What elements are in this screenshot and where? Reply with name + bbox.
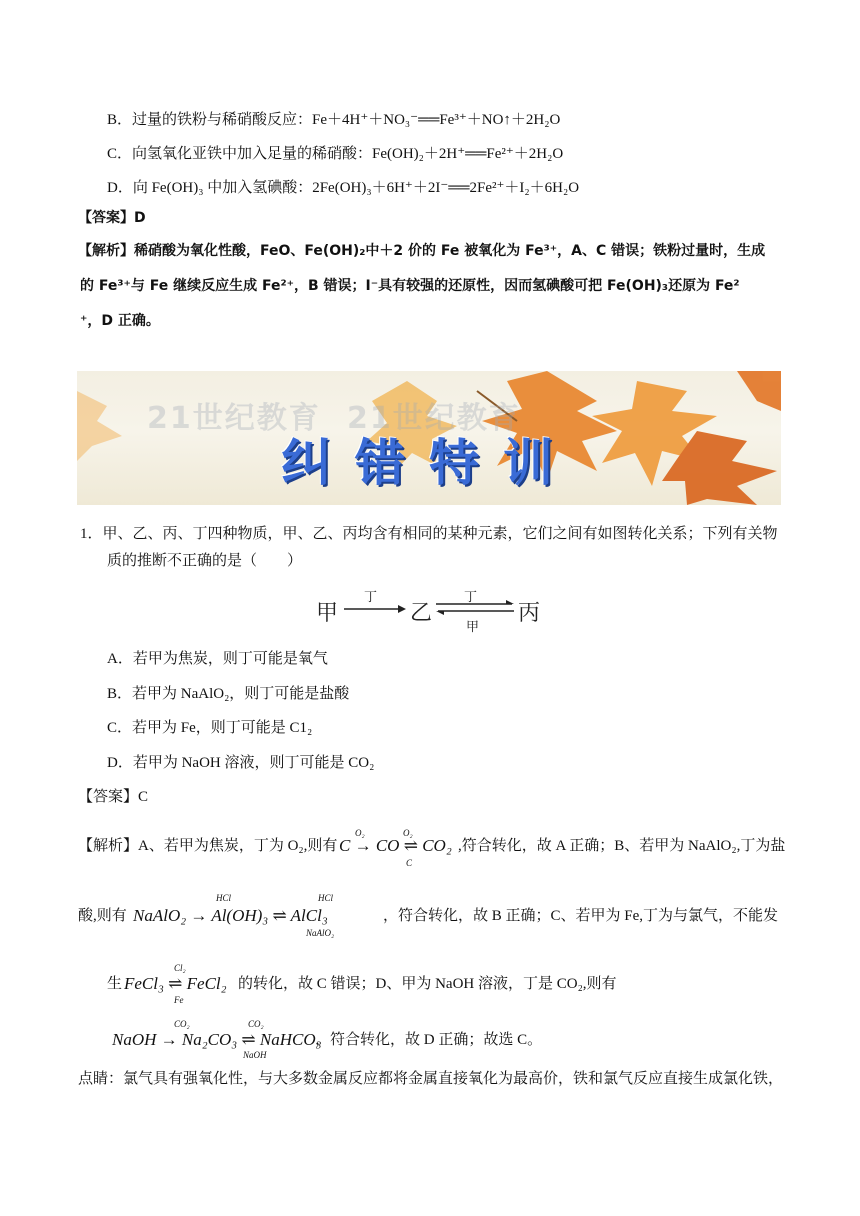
equation-a: C → CO ⇌ CO₂ [339, 836, 452, 855]
label-hcl-b: HCl [318, 893, 334, 903]
analysis-c-prefix: 生 [107, 976, 123, 992]
equation-c: FeCl₃ ⇌ FeCl₂ [124, 974, 227, 993]
label-co2-b: CO₂ [248, 1019, 264, 1029]
prev-analysis-line-1: 【解析】稀硝酸为氧化性酸，FeO、Fe(OH)₂中＋2 价的 Fe 被氧化为 Fe³⁺，A、C 错误；铁粉过量时，生成 [78, 243, 766, 259]
prev-option-c: C．向氢氧化亚铁中加入足量的稀硝酸：Fe(OH)₂＋2H⁺══Fe²⁺＋2H₂O [107, 146, 564, 162]
label-fe-under: Fe [174, 995, 184, 1005]
equation-b: NaAlO₂ → Al(OH)₃ ⇌ AlCl₃ [133, 906, 328, 925]
option-c: C．若甲为 Fe，则丁可能是 C1₂ [107, 720, 313, 736]
analysis-b-suffix: ，符合转化，故 B 正确；C、若甲为 Fe,丁为与氯气，不能发 [383, 908, 779, 924]
conversion-diagram [316, 588, 546, 635]
note-line: 点睛：氯气具有强氧化性，与大多数金属反应都将金属直接氧化为最高价，铁和氯气反应直接生成氯化铁， [78, 1071, 784, 1087]
watermark-text: 21世纪教育 [347, 401, 521, 436]
label-co2-a: CO₂ [174, 1019, 190, 1029]
diagram-label-jia-bottom: 甲 [466, 620, 480, 635]
label-hcl-a: HCl [216, 893, 232, 903]
option-a: A．若甲为焦炭，则丁可能是氧气 [107, 651, 328, 667]
label-naalo2-under: NaAlO₂ [306, 928, 335, 938]
answer: 【答案】C [78, 789, 149, 805]
question-stem-line-1: 1．甲、乙、丙、丁四种物质，甲、乙、丙均含有相同的某种元素，它们之间有如图转化关系；下列有关物 [80, 526, 778, 542]
analysis-a-prefix: 【解析】A、若甲为焦炭，丁为 O₂,则有 [78, 838, 338, 854]
analysis-b-prefix: 酸,则有 [78, 908, 127, 924]
diagram-yi: 乙 [410, 601, 433, 626]
label-o2-a: O₂ [355, 828, 365, 838]
analysis-d-suffix: ，符合转化，故 D 正确；故选 C。 [315, 1032, 543, 1048]
equation-d: NaOH → Na₂CO₃ ⇌ NaHCO₃ [112, 1030, 322, 1049]
diagram-label-ding-2: 丁 [464, 590, 478, 605]
prev-option-b: B．过量的铁粉与稀硝酸反应：Fe＋4H⁺＋NO₃⁻══Fe³⁺＋NO↑＋2H₂O [107, 112, 561, 128]
option-d: D．若甲为 NaOH 溶液，则丁可能是 CO₂ [107, 755, 375, 771]
option-b: B．若甲为 NaAlO₂，则丁可能是盐酸 [107, 686, 350, 702]
label-cl2: Cl₂ [174, 963, 186, 973]
diagram-label-ding-1: 丁 [364, 590, 378, 605]
analysis-a-suffix: ,符合转化，故 A 正确；B、若甲为 NaAlO₂,丁为盐 [458, 838, 786, 854]
prev-answer: 【答案】D [78, 210, 146, 226]
diagram-jia: 甲 [316, 601, 339, 626]
prev-analysis-line-3: ⁺，D 正确。 [80, 313, 160, 329]
equilibrium-arrow-icon [436, 600, 516, 616]
banner-title: 纠错特训 [281, 434, 577, 492]
label-naoh-under: NaOH [243, 1050, 267, 1060]
prev-analysis-line-2: 的 Fe³⁺与 Fe 继续反应生成 Fe²⁺，B 错误；I⁻具有较强的还原性，因而氢碘酸可把 Fe(OH)₃还原为 Fe² [80, 278, 740, 294]
diagram-bing: 丙 [518, 601, 541, 626]
section-banner [77, 371, 781, 505]
arrow-right-icon [344, 604, 406, 614]
label-o2-b: O₂ [403, 828, 413, 838]
watermark-text: 21世纪教育 [147, 401, 321, 436]
prev-option-d: D．向 Fe(OH)₃ 中加入氢碘酸：2Fe(OH)₃＋6H⁺＋2I⁻══2Fe²⁺＋I₂＋6H₂O [107, 180, 580, 196]
question-stem-line-2: 质的推断不正确的是（ ） [107, 553, 303, 569]
analysis-c-suffix: 的转化，故 C 错误；D、甲为 NaOH 溶液，丁是 CO₂,则有 [238, 976, 617, 992]
label-c-under: C [406, 858, 413, 868]
